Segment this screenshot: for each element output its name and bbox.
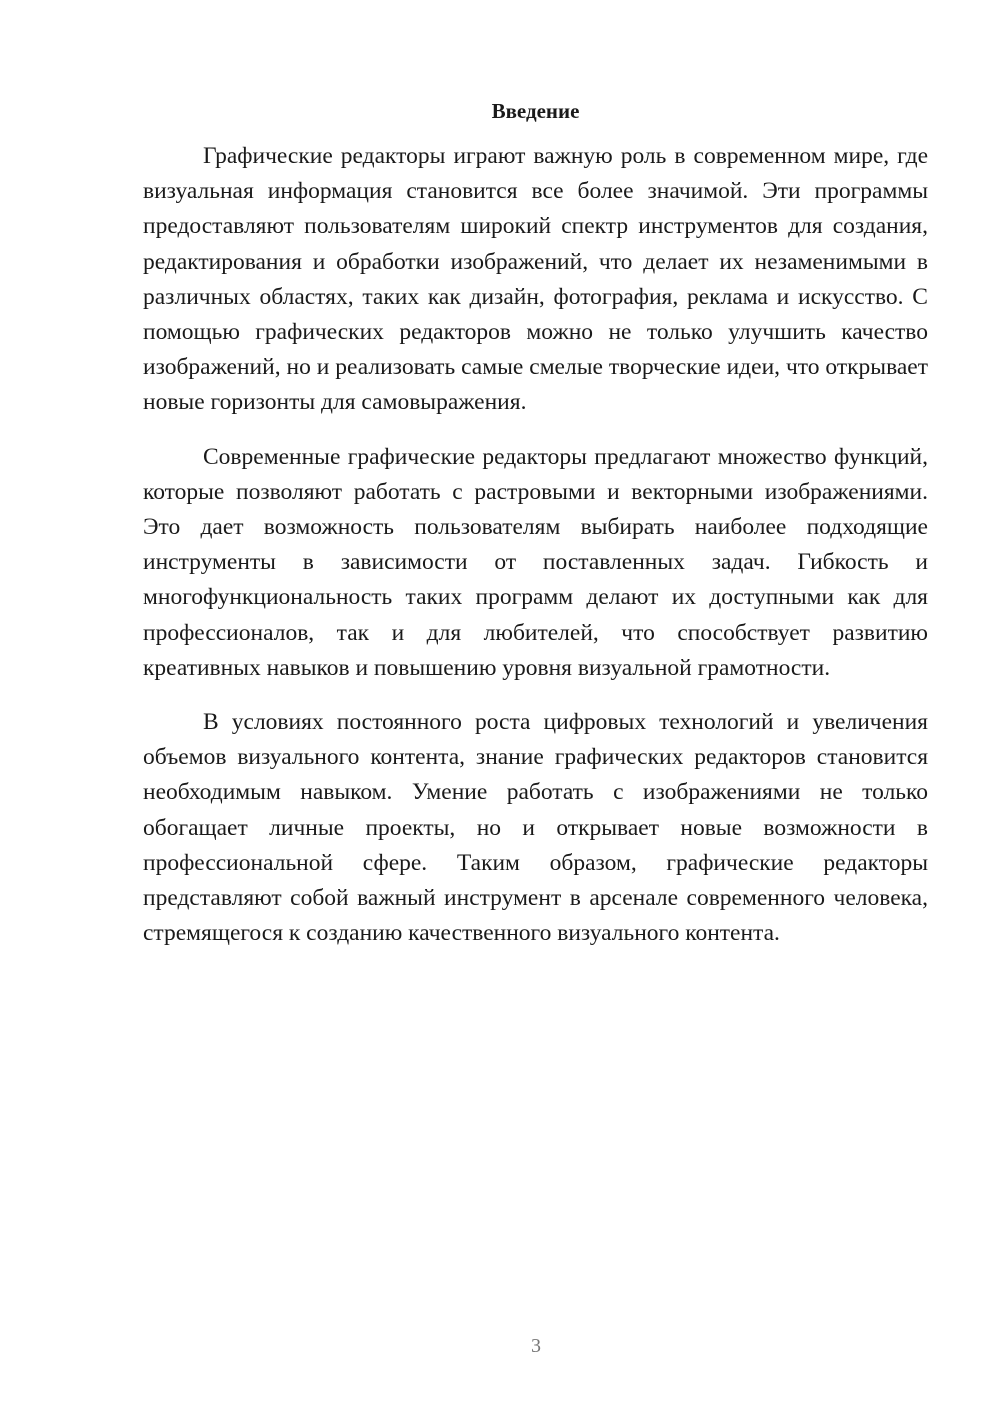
section-heading: Введение bbox=[491, 99, 580, 123]
paragraph-1: Графические редакторы играют важную роль в современном мире, где визуальная информация становится все более значимой. Эти программы предоставляют пользователям широкий спектр инструментов для создания, редактирования и обработки изображений, что делает их незаменимыми в различных областях, таких как дизайн, фотография, реклама и искусство. С помощью графических редакторов можно не только улучшить качество изображений, но и реализовать самые смелые творческие идеи, что открывает новые горизонты для самовыражения. bbox=[143, 143, 928, 416]
paragraph-3: В условиях постоянного роста цифровых технологий и увеличения объемов визуального контента, знание графических редакторов становится необходимым навыком. Умение работать с изображениями не только обогащает личные проекты, но и открывает новые возможности в профессиональной сфере. Таким образом, графические редакторы представляют собой важный инструмент в арсенале современного человека, стремящегося к созданию качественного визуального контента. bbox=[143, 709, 928, 947]
page-number: 3 bbox=[531, 1335, 541, 1357]
page-content bbox=[143, 96, 928, 970]
paragraph-2: Современные графические редакторы предлагают множество функций, которые позволяют работать с растровыми и векторными изображениями. Это дает возможность пользователям выбирать наиболее подходящие инструменты в зависимости от поставленных задач. Гибкость и многофункциональность таких программ делают их доступными как для профессионалов, так и для любителей, что способствует развитию креативных навыков и повышению уровня визуальной грамотности. bbox=[143, 443, 928, 681]
